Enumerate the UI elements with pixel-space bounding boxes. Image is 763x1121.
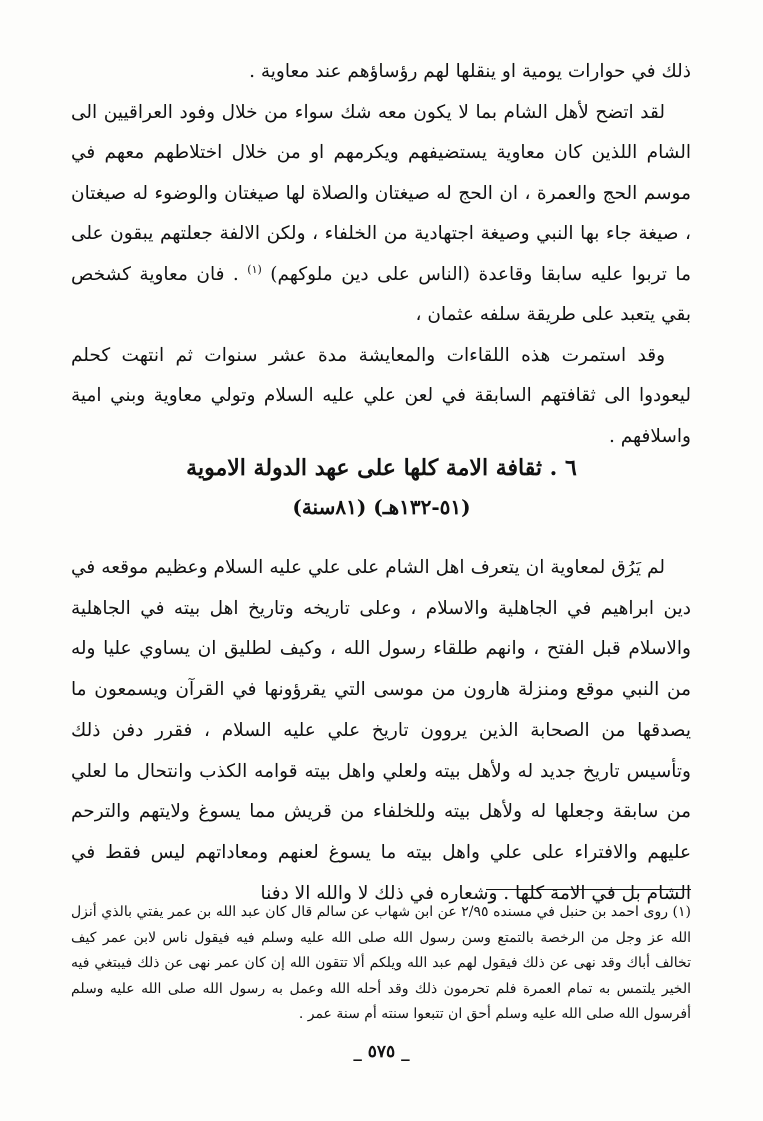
body-text-top: [71, 52, 691, 457]
paragraph-2-continuation: فان معاوية كشخص بقي يتعبد على طريقة سلفه عثمان ،: [71, 263, 691, 325]
footnote-divider: [486, 889, 691, 890]
section-title: ٦ . ثقافة الامة كلها على عهد الدولة الاموية: [186, 455, 577, 481]
paragraph-3: وقد استمرت هذه اللقاءات والمعايشة مدة عشر سنوات ثم انتهت كحلم ليعودوا الى ثقافتهم السابقة في لعن علي عليه السلام وتولي معاوية وبني امية واسلافهم .: [71, 344, 691, 447]
body-text-bottom: [71, 548, 691, 914]
page-number: _ ٥٧٥ _: [353, 1042, 410, 1062]
paragraph-1: ذلك في حوارات يومية او ينقلها لهم رؤساؤهم عند معاوية .: [249, 61, 691, 82]
section-subtitle: (٥١-١٣٢هـ) (٨١سنة): [292, 495, 471, 519]
section-heading: [0, 448, 763, 526]
footnote: [71, 900, 691, 1028]
paragraph-2: لقد اتضح لأهل الشام بما لا يكون معه شك سواء من خلال وفود العراقيين الى الشام اللذين كان معاوية يستضيفهم ويكرمهم او من خلال اختلاطهم معهم في موسم الحج والعمرة ، ان الحج له صيغتان والصلاة لها صيغتان والوضوء له صيغتان ، صيغة جاء بها النبي وصيغة اجتهادية من الخلفاء ، ولكن الالفة جعلتهم يبقون على ما تربوا عليه سابقا وقاعدة (الناس على دين ملوكهم) $^{(١)}$ . فان معاوية كشخص بقي يتعبد على طريقة سلفه عثمان ،: [71, 101, 691, 325]
section-paragraph: لم يَرُق لمعاوية ان يتعرف اهل الشام على علي عليه السلام وعظيم موقعه في دين ابراهيم في الجاهلية والاسلام ، وعلى تاريخه وتاريخ اهل بيته في الجاهلية والاسلام قبل الفتح ، وانهم طلقاء رسول الله ، وكيف لطليق ان يساوي عليا وله من النبي موقع ومنزلة هارون من موسى التي يقرؤونها في القرآن ويسمعون ما يصدقها من الصحابة الذين يروون تاريخ علي عليه السلام ، فقرر دفن ذلك وتأسيس تاريخ جديد له ولأهل بيته ولعلي واهل بيته قوامه الكذب وانتحال ما لعلي من سابقة وجعلها له ولأهل بيته وللخلفاء من قريش مما يسوغ ولايتهم والترحم عليهم والافتراء على علي واهل بيته ما يسوغ لعنهم ومعاداتهم ليس فقط في الشام بل في الامة كلها . وشعاره في ذلك لا والله الا دفنا: [71, 557, 691, 904]
paragraph-2-text: لقد اتضح لأهل الشام بما لا يكون معه شك سواء من خلال وفود العراقيين الى الشام اللذين كان معاوية يستضيفهم ويكرمهم او من خلال اختلاطهم معهم في موسم الحج والعمرة ، ان الحج له صيغتان والصلاة لها صيغتان والوضوء له صيغتان ، صيغة جاء بها النبي وصيغة اجتهادية من الخلفاء ، ولكن الالفة جعلتهم يبقون على ما تربوا عليه سابقا وقاعدة (الناس على دين ملوكهم): [71, 101, 691, 285]
footnote-text: (١) روى احمد بن حنبل في مسنده ٢/٩٥ عن ابن شهاب عن سالم قال كان عبد الله بن عمر يفتي بالذي أنزل الله عز وجل من الرخصة بالتمتع وسن رسول الله صلى الله عليه وسلم فيه فيقول ناس لابن عمر كيف تخالف أباك وقد نهى عن ذلك فيقول لهم عبد الله ويلكم ألا تتقون الله إن كان عمر نهى عن ذلك فيبتغي فيه الخير يلتمس به تمام العمرة فلم تحرمون ذلك وقد أحله الله وعمل به رسول الله صلى الله عليه وسلم أفرسول الله صلى الله عليه وسلم أحق ان تتبعوا سنته أم سنة عمر .: [71, 904, 691, 1022]
footnote-marker[interactable]: (١): [247, 262, 262, 276]
